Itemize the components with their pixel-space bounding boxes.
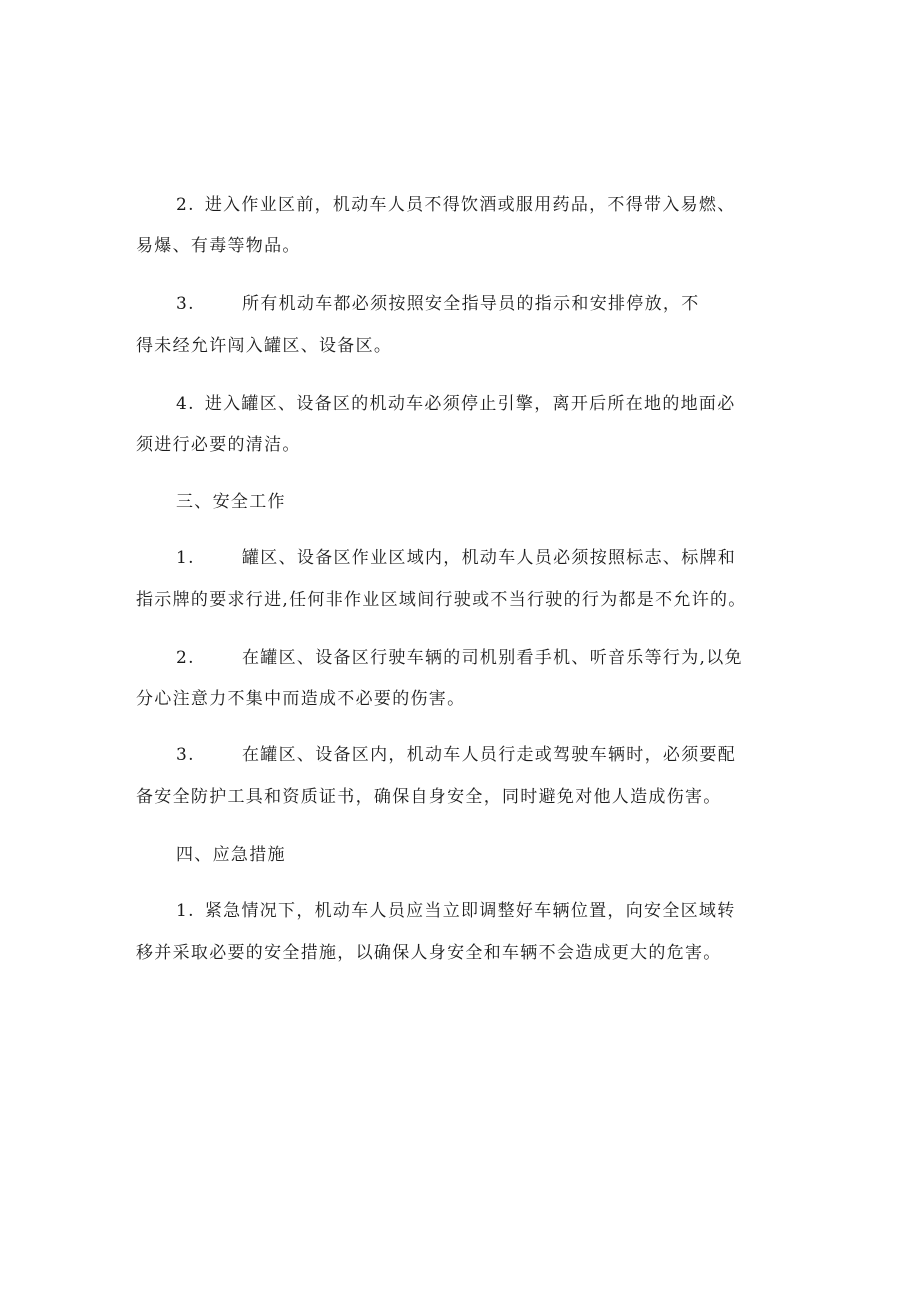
paragraph-3-line-1 [176,292,700,316]
item-number: 2. [176,648,195,668]
item-number: 1. [176,901,195,921]
section-3-item-3-line-1 [176,743,736,767]
paragraph-4-line-2 [136,433,301,457]
item-number: 4. [176,394,195,414]
item-number: 1. [176,548,195,568]
item-number: 3. [176,294,195,314]
section-4-heading [176,843,286,867]
paragraph-text: 得未经允许闯入罐区、设备区。 [136,336,393,356]
paragraph-2-line-1 [176,193,736,217]
paragraph-3-line-2 [136,334,392,358]
paragraph-text: 移并采取必要的安全措施，以确保人身安全和车辆不会造成更大的危害。 [136,943,722,963]
item-number: 2. [176,195,195,215]
paragraph-text: 进入罐区、设备区的机动车必须停止引擎，离开后所在地的地面必 [204,394,736,414]
section-heading-text: 三、安全工作 [176,492,286,512]
section-4-item-1-line-2 [136,941,722,965]
section-heading-text: 四、应急措施 [176,845,286,865]
section-4-item-1-line-1 [176,899,736,923]
paragraph-text: 易爆、有毒等物品。 [136,236,301,256]
section-3-item-1-line-1 [176,546,736,570]
paragraph-text: 罐区、设备区作业区域内，机动车人员必须按照标志、标牌和 [242,548,737,568]
paragraph-text: 备安全防护工具和资质证书，确保自身安全，同时避免对他人造成伤害。 [136,787,722,807]
paragraph-text: 进入作业区前，机动车人员不得饮酒或服用药品，不得带入易燃、 [204,195,736,215]
paragraph-text: 在罐区、设备区行驶车辆的司机别看手机、听音乐等行为,以免 [242,648,743,668]
paragraph-text: 所有机动车都必须按照安全指导员的指示和安排停放，不 [242,294,700,314]
section-3-item-1-line-2 [136,588,747,612]
paragraph-text: 在罐区、设备区内，机动车人员行走或驾驶车辆时，必须要配 [242,745,737,765]
item-number: 3. [176,745,195,765]
paragraph-text: 紧急情况下，机动车人员应当立即调整好车辆位置，向安全区域转 [204,901,736,921]
paragraph-text: 须进行必要的清洁。 [136,435,301,455]
section-3-heading [176,490,286,514]
section-3-item-3-line-2 [136,785,722,809]
section-3-item-2-line-1 [176,646,743,670]
section-3-item-2-line-2 [136,687,465,711]
paragraph-4-line-1 [176,392,736,416]
paragraph-text: 指示牌的要求行进,任何非作业区域间行驶或不当行驶的行为都是不允许的。 [136,590,747,610]
paragraph-2-line-2 [136,234,301,258]
paragraph-text: 分心注意力不集中而造成不必要的伤害。 [136,689,466,709]
